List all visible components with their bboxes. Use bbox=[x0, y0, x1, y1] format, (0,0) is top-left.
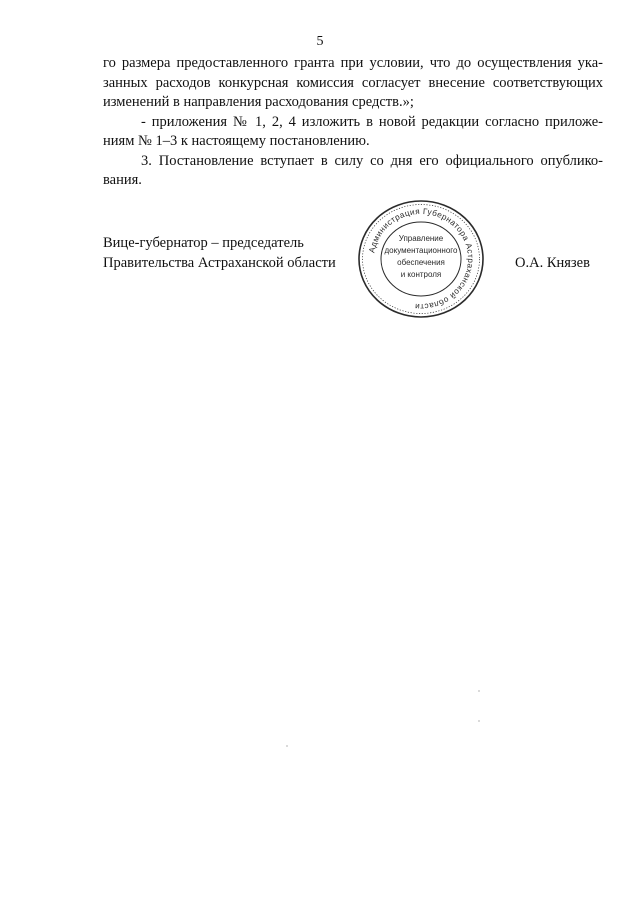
seal-inner-line-1: Управление bbox=[398, 234, 444, 243]
paper-speck bbox=[478, 720, 480, 722]
paragraph-2-line-1: - приложения № 1, 2, 4 изложить в новой редакции согласно приложе- bbox=[141, 113, 603, 130]
paper-speck bbox=[478, 690, 480, 692]
paragraph-1-line-3: изменений в направления расходования средств.»; bbox=[103, 94, 414, 110]
paragraph-1-line-2: занных расходов конкурсная комиссия согласует внесение соответствующих bbox=[103, 74, 603, 91]
body-text bbox=[103, 54, 603, 191]
paper-speck bbox=[286, 745, 288, 747]
page-number: 5 bbox=[316, 34, 324, 49]
official-seal bbox=[355, 197, 487, 321]
paragraph-1-line-1: го размера предоставленного гранта при условии, что до осуществления ука- bbox=[103, 55, 603, 71]
paragraph-3-line-2: вания. bbox=[103, 172, 142, 188]
seal-ring-text: Администрация Губернатора Астраханской области bbox=[367, 206, 476, 312]
paragraph-2-line-2: ниям № 1–3 к настоящему постановлению. bbox=[103, 133, 370, 149]
signatory-position bbox=[103, 234, 336, 273]
signatory-position-line-1: Вице-губернатор – председатель bbox=[103, 235, 304, 251]
paragraph-3-line-1: 3. Постановление вступает в силу со дня его официального опублико- bbox=[141, 152, 603, 169]
seal-inner-line-3: обеспечения bbox=[397, 258, 445, 267]
signatory-name: О.А. Князев bbox=[515, 255, 590, 271]
seal-graphic bbox=[355, 197, 487, 321]
seal-inner-line-2: документационного bbox=[384, 246, 458, 255]
seal-inner-line-4: и контроля bbox=[400, 270, 442, 279]
signatory-position-line-2: Правительства Астраханской области bbox=[103, 254, 336, 271]
